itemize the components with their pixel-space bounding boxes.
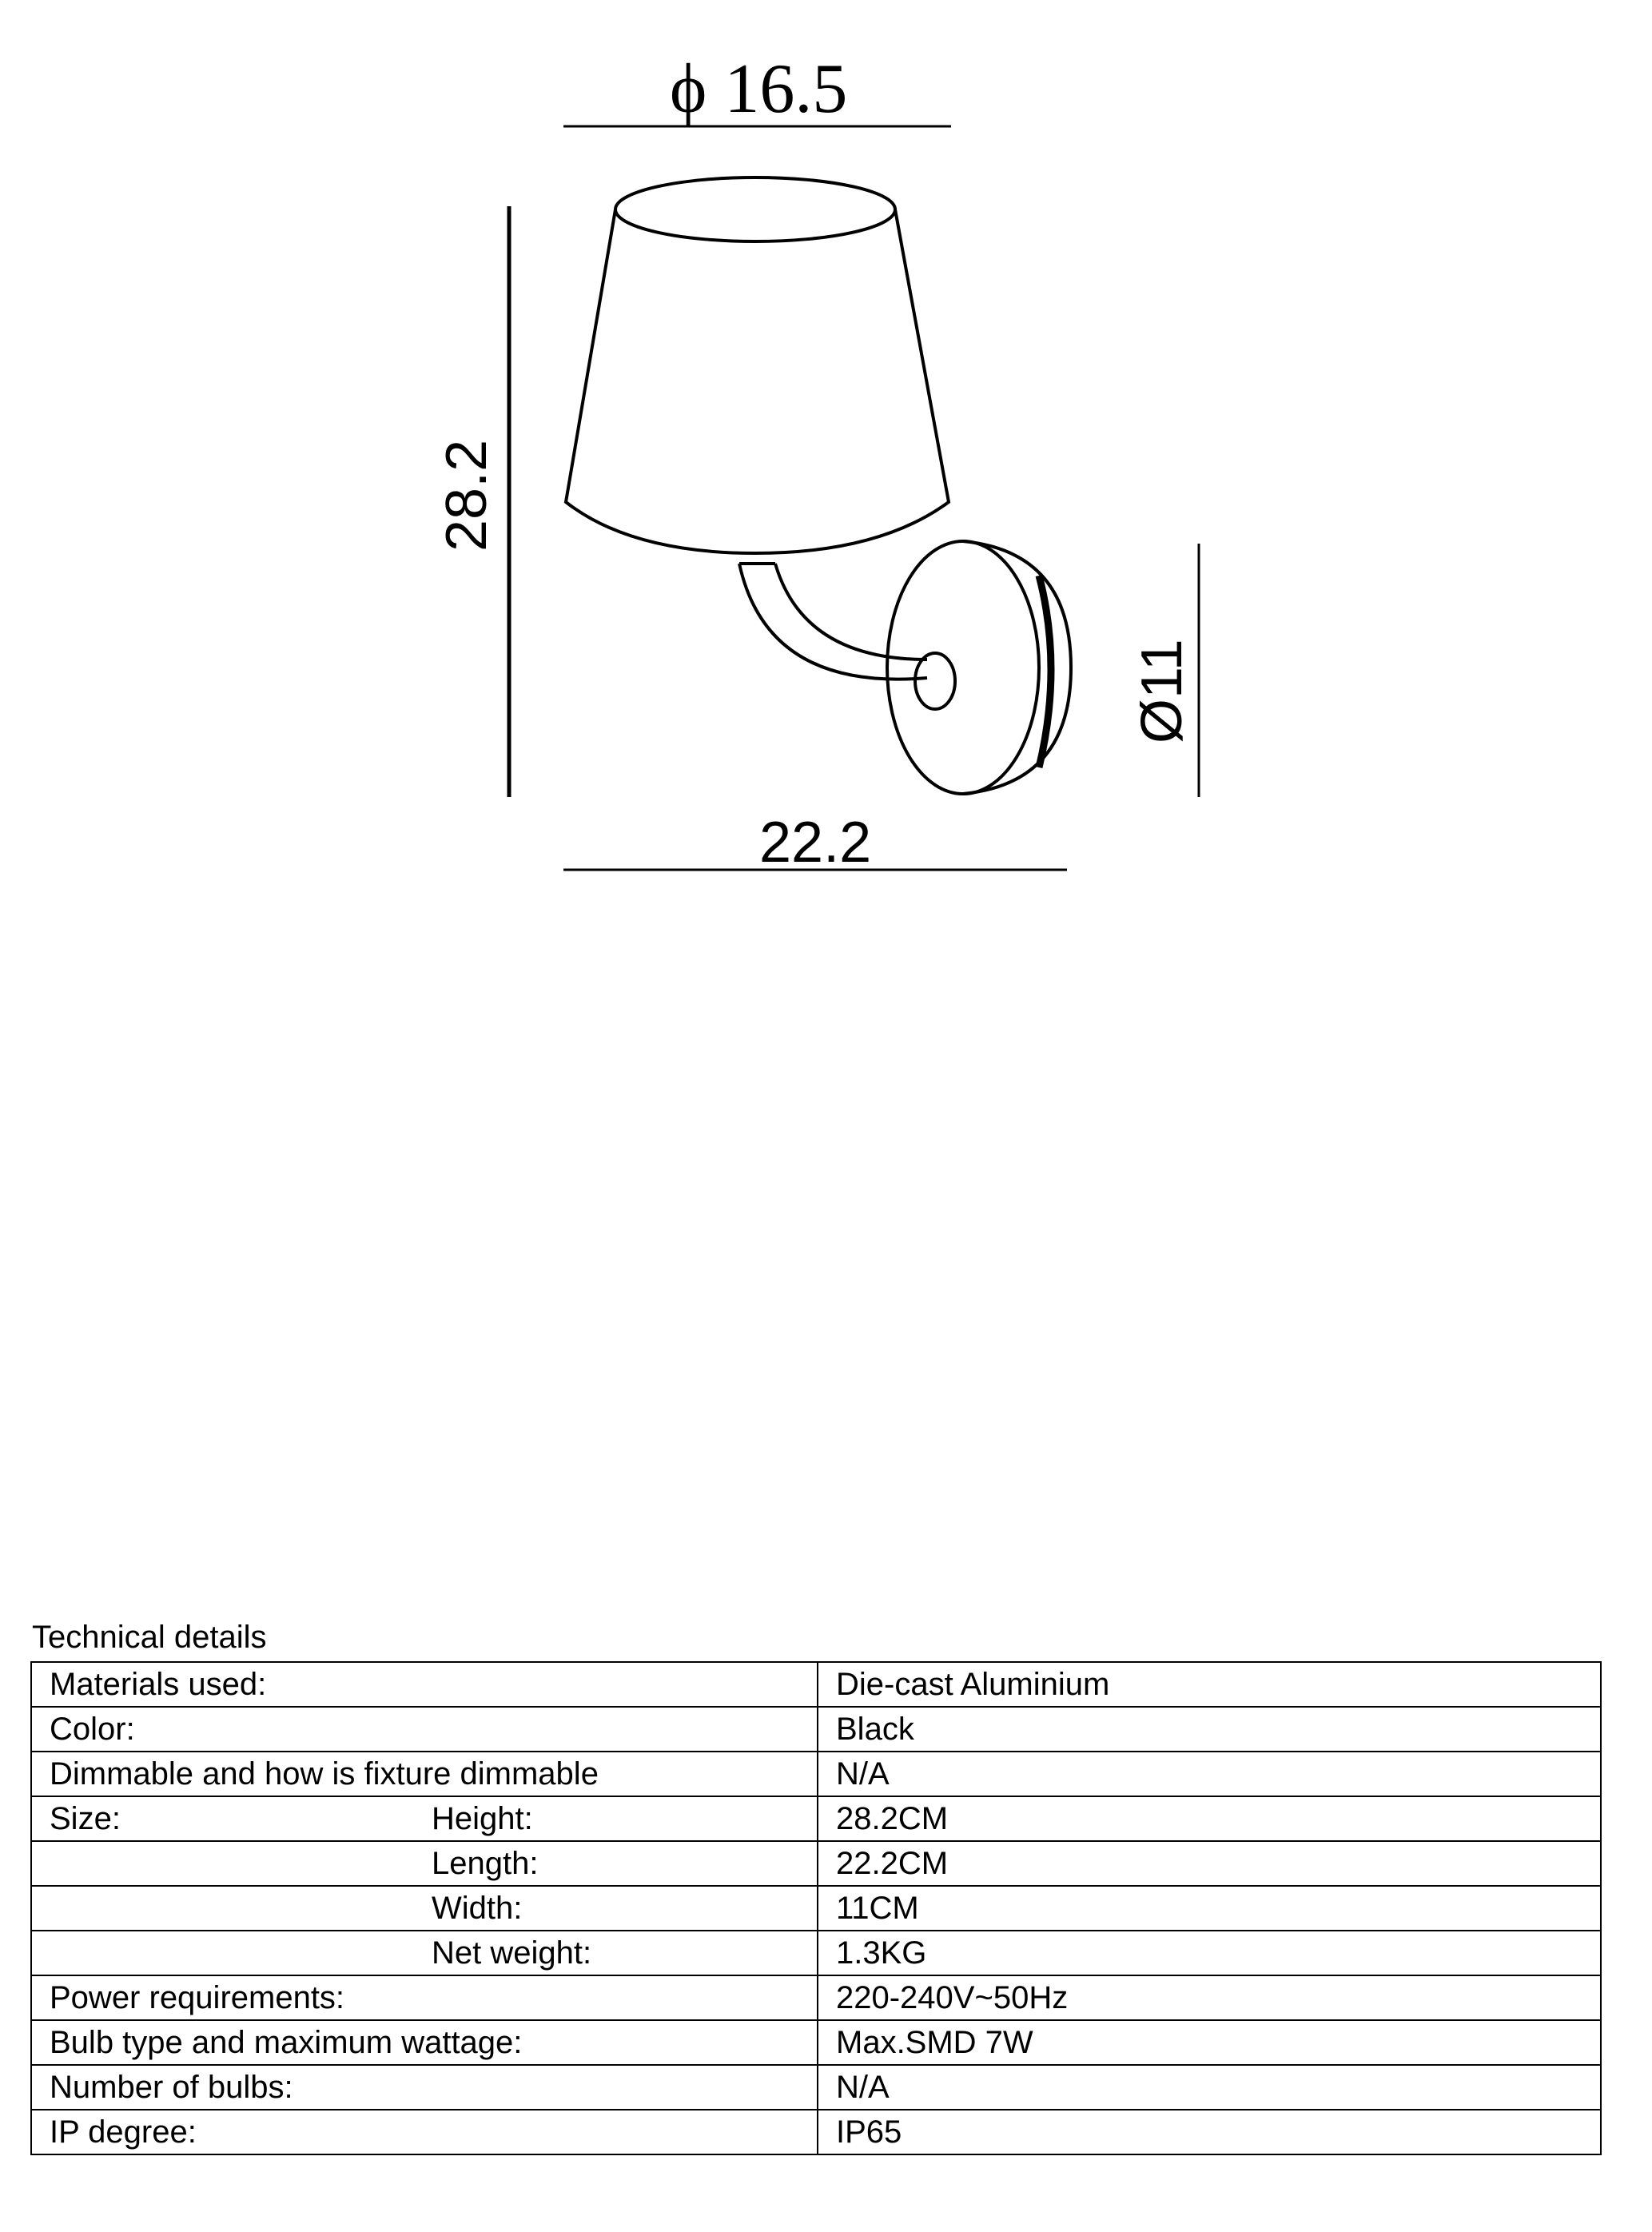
row-value: N/A [818,2065,1601,2110]
row-sublabel: Length: [432,1846,539,1881]
row-label: Color: [31,1707,818,1752]
lamp-arm [739,564,927,680]
row-value: 220-240V~50Hz [818,1975,1601,2020]
table-row [31,1796,1601,1841]
row-value: 11CM [818,1886,1601,1931]
row-label-cell [31,1796,818,1841]
row-label [50,1842,432,1885]
row-label: Materials used: [31,1662,818,1707]
row-label: Bulb type and maximum wattage: [31,2020,818,2065]
row-label: Dimmable and how is fixture dimmable [31,1752,818,1796]
row-label [50,1887,432,1930]
table-row [31,2020,1601,2065]
row-label: Number of bulbs: [31,2065,818,2110]
technical-details-table [30,1661,1602,2155]
row-value: Max.SMD 7W [818,2020,1601,2065]
top-diameter-label: ϕ 16.5 [670,50,848,128]
lamp-dimension-drawing [0,0,1652,959]
row-sublabel: Width: [432,1891,523,1926]
row-value: IP65 [818,2110,1601,2154]
row-sublabel: Height: [432,1801,533,1836]
table-row [31,2065,1601,2110]
height-label: 28.2 [435,439,499,552]
row-label-cell [31,1886,818,1931]
row-sublabel: Net weight: [432,1935,592,1971]
technical-details-title: Technical details [32,1620,267,1655]
row-label: IP degree: [31,2110,818,2154]
lamp-shade [566,177,949,553]
table-row [31,1841,1601,1886]
row-label: Size: [50,1801,121,1836]
table-row [31,1752,1601,1796]
row-value: 22.2CM [818,1841,1601,1886]
row-value: Black [818,1707,1601,1752]
table-row [31,1931,1601,1975]
table-row [31,2110,1601,2154]
table-row [31,1662,1601,1707]
row-value: Die-cast Aluminium [818,1662,1601,1707]
table-row [31,1886,1601,1931]
row-label-cell [31,1931,818,1975]
row-value: 28.2CM [818,1796,1601,1841]
row-label-cell [31,1841,818,1886]
table-row [31,1975,1601,2020]
base-diameter-label: Ø11 [1130,639,1194,743]
wall-base [887,541,1071,794]
row-label [50,1931,432,1975]
row-value: 1.3KG [818,1931,1601,1975]
row-label: Power requirements: [31,1975,818,2020]
table-row [31,1707,1601,1752]
row-value: N/A [818,1752,1601,1796]
length-label: 22.2 [759,811,872,875]
